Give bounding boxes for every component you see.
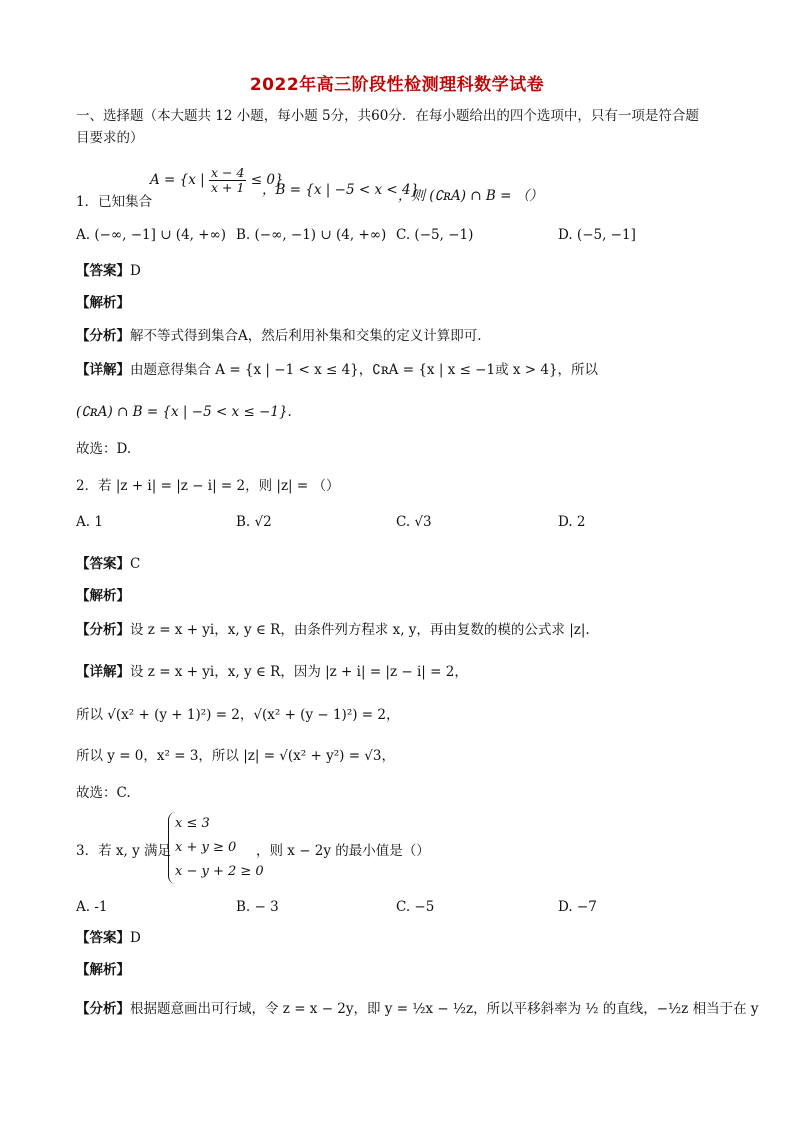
q3-constraint-system	[168, 812, 264, 884]
q2-option-b: B. √2	[236, 514, 272, 530]
q1-set-a-fraction	[209, 166, 246, 195]
page-title: 2022年高三阶段性检测理科数学试卷	[249, 75, 545, 95]
q2-fenxi-text: 设 z = x + yi，x, y ∈ R，由条件列方程求 x, y，再由复数的模的公式求 |z|.	[130, 622, 590, 638]
q1-set-a-prefix: A = {x |	[150, 172, 205, 188]
q3-question: ，则 x − 2y 的最小值是（）	[256, 843, 430, 859]
q3-option-a: A. -1	[76, 899, 108, 915]
q3-option-b: B. − 3	[236, 899, 279, 915]
q1-xiangjie	[76, 360, 598, 380]
q3-fenxi-text: 根据题意画出可行域，令 z = x − 2y，即 y = ½x − ½z，所以平移斜率为 ½ 的直线，−½z 相当于在 y	[130, 1001, 759, 1017]
q3-answer-tag: 【答案】	[76, 930, 130, 946]
q1-answer-tag: 【答案】	[76, 263, 130, 279]
q1-set-a-suffix: ≤ 0}	[250, 172, 284, 188]
q2-option-d: D. 2	[558, 514, 586, 530]
q1-label: 1．已知集合	[76, 194, 153, 210]
q3-answer-value: D	[130, 930, 141, 946]
q1-answer	[76, 261, 141, 281]
q1-option-b: B. (−∞, −1) ∪ (4, +∞)	[236, 227, 387, 243]
q2-step-2: 所以 y = 0，x² = 3，所以 |z| = √(x² + y²) = √3，	[76, 748, 395, 764]
q3-constraint-2: x + y ≥ 0	[175, 840, 237, 855]
q1-xiangjie-result: (∁ʀA) ∩ B = {x | −5 < x ≤ −1}.	[76, 404, 292, 420]
q1-option-c: C. (−5, −1)	[396, 227, 474, 243]
q2-stem: 2．若 |z + i| = |z − i| = 2，则 |z| = （）	[76, 478, 340, 494]
q3-constraint-3: x − y + 2 ≥ 0	[175, 864, 264, 879]
q3-answer	[76, 928, 141, 948]
q2-xiangjie-text: 设 z = x + yi，x, y ∈ R，因为 |z + i| = |z − i| = 2，	[130, 664, 468, 680]
section-heading-line1: 一、选择题（本大题共 12 小题，每小题 5分，共60分．在每小题给出的四个选项中，只有一项是符合题	[76, 108, 699, 124]
q2-answer	[76, 554, 140, 574]
q2-conclusion: 故选：C.	[76, 785, 131, 801]
q3-fenxi-tag: 【分析】	[76, 1001, 130, 1017]
q2-step-1: 所以 √(x² + (y + 1)²) = 2，√(x² + (y − 1)²) = 2，	[76, 707, 400, 723]
q2-xiangjie-tag: 【详解】	[76, 664, 130, 680]
q1-fenxi	[76, 326, 482, 346]
q2-option-c: C. √3	[396, 514, 432, 530]
q2-analysis-tag: 【解析】	[76, 588, 130, 604]
q1-fenxi-text: 解不等式得到集合A，然后利用补集和交集的定义计算即可.	[130, 328, 482, 344]
q1-set-b: ，B = {x | −5 < x < 4}	[262, 182, 420, 198]
q3-label: 3．若 x, y 满足	[76, 843, 171, 859]
q1-conclusion: 故选：D.	[76, 441, 132, 457]
q2-fenxi	[76, 620, 590, 640]
q1-frac-den: x + 1	[210, 180, 245, 195]
q2-answer-tag: 【答案】	[76, 556, 130, 572]
q1-question: ，则 (∁ʀA) ∩ B = （）	[398, 188, 543, 204]
q3-analysis-tag: 【解析】	[76, 962, 130, 978]
q2-xiangjie	[76, 662, 468, 682]
q3-option-d: D. −7	[558, 899, 597, 915]
q1-xiangjie-text: 由题意得集合 A = {x | −1 < x ≤ 4}，∁ʀA = {x | x ≤ −1或 x > 4}，所以	[130, 362, 599, 378]
q1-xiangjie-tag: 【详解】	[76, 362, 130, 378]
q1-option-d: D. (−5, −1]	[558, 227, 636, 243]
q1-frac-num: x − 4	[210, 165, 245, 180]
q2-answer-value: C	[130, 556, 141, 572]
q3-option-c: C. −5	[396, 899, 435, 915]
q1-option-a: A. (−∞, −1] ∪ (4, +∞)	[76, 227, 227, 243]
q3-constraint-1: x ≤ 3	[175, 816, 210, 831]
q1-analysis-tag: 【解析】	[76, 295, 130, 311]
q1-fenxi-tag: 【分析】	[76, 328, 130, 344]
q2-fenxi-tag: 【分析】	[76, 622, 130, 638]
section-heading-line2: 目要求的）	[76, 130, 144, 146]
q1-answer-value: D	[130, 263, 141, 279]
q3-fenxi	[76, 999, 759, 1019]
q2-option-a: A. 1	[76, 514, 103, 530]
